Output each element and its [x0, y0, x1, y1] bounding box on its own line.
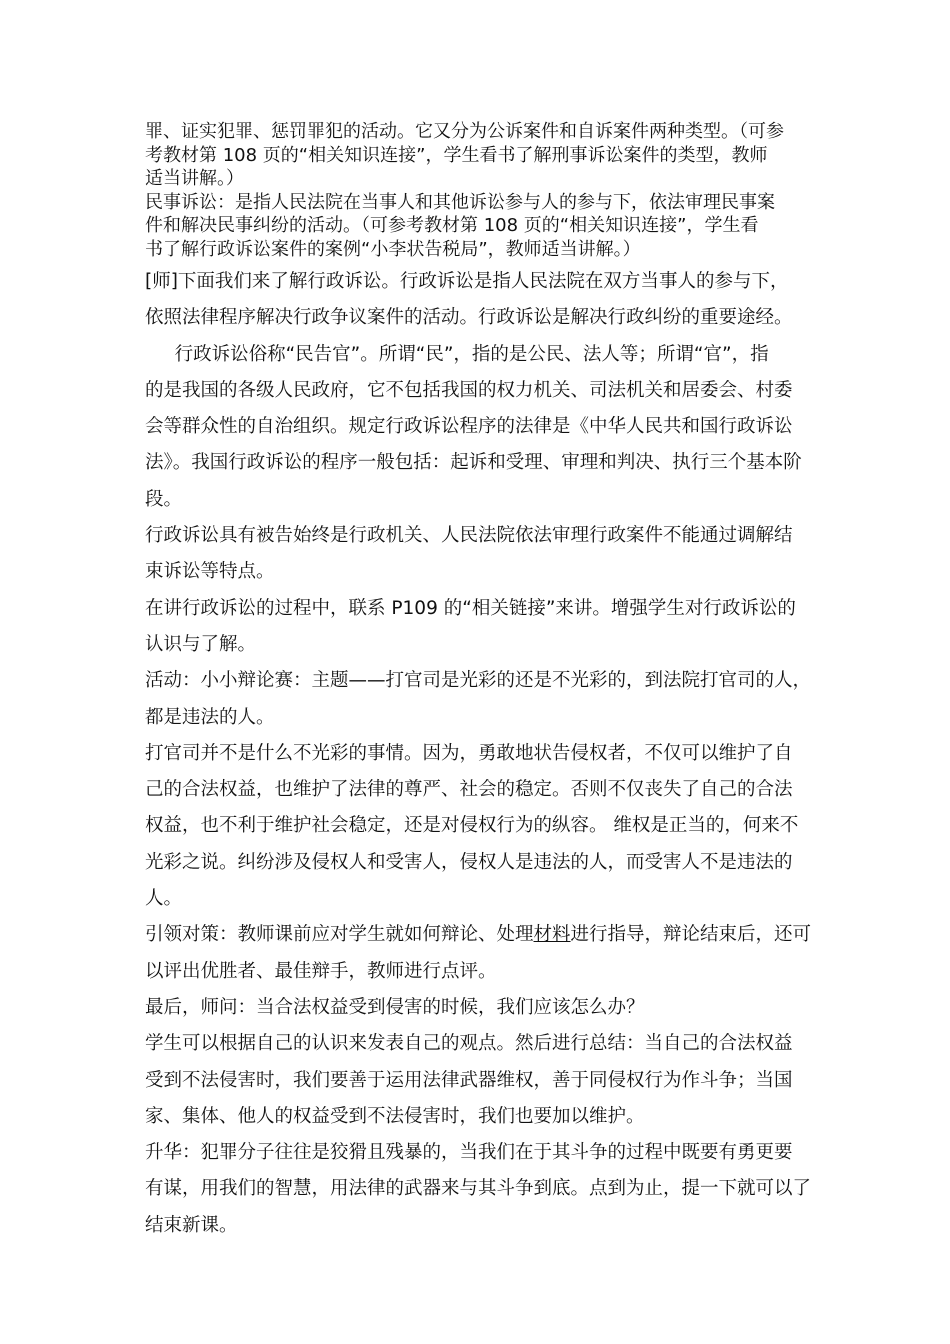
paragraph-civil-litigation: 民事诉讼：是指人民法院在当事人和其他诉讼参与人的参与下，依法审理民事案 件和解决民事纠纷的活动。（可参考教材第 108 页的“相关知识连接”，学生看 书了解行政诉讼案件的案例“小李状告税局”，教师适当讲解。）	[145, 191, 775, 260]
materials-link[interactable]: 材料	[533, 924, 571, 946]
guide-text-after: 进行指导，辩论结束后，还可 以评出优胜者、最佳辩手，教师进行点评。	[145, 924, 812, 982]
paragraph-summary: 学生可以根据自己的认识来发表自己的观点。然后进行总结：当自己的合法权益 受到不法侵害时，我们要善于运用法律武器维权，善于同侵权行为作斗争；当国 家、集体、他人的权益受到不法侵害时，我们也要加以维护。	[145, 1033, 793, 1127]
document-body	[145, 120, 817, 1244]
paragraph-administrative-litigation: [师]下面我们来了解行政诉讼。行政诉讼是指人民法院在双方当事人的参与下， 依照法律程序解决行政争议案件的活动。行政诉讼是解决行政纠纷的重要途经。	[145, 271, 793, 329]
paragraph-teacher-question: 最后，师问：当合法权益受到侵害的时候，我们应该怎么办？	[145, 996, 645, 1018]
paragraph-debate-activity: 活动：小小辩论赛：主题——打官司是光彩的还是不光彩的，到法院打官司的人， 都是违法的人。	[145, 670, 812, 728]
paragraph-criminal-litigation: 罪、证实犯罪、惩罚罪犯的活动。它又分为公诉案件和自诉案件两种类型。（可参 考教材第 108 页的“相关知识连接”，学生看书了解刑事诉讼案件的类型，教师 适当讲解。）	[145, 121, 784, 189]
paragraph-sublimation: 升华：犯罪分子往往是狡猾且残暴的，当我们在于其斗争的过程中既要有勇更要 有谋，用我们的智慧，用法律的武器来与其斗争到底。点到为止，提一下就可以了 结束新课。	[145, 1142, 812, 1236]
guide-text-before: 引领对策：教师课前应对学生就如何辩论、处理	[145, 924, 534, 946]
paragraph-min-gao-guan: 行政诉讼俗称“民告官”。所谓“民”，指的是公民、法人等；所谓“官”，指 的是我国的各级人民政府，它不包括我国的权力机关、司法机关和居委会、村委 会等群众性的自治组织。规定行政诉讼程序的法律是《中华人民共和国行政诉讼 法》。我国行政诉讼的程序一般包括：起诉和受理、审理和判决、执行三个基本阶段。 行政诉讼具有被告始终是行政机关、人民法院依法审理行政案件不能通过调解结 束诉讼等特点。	[145, 343, 802, 583]
dense-section	[145, 120, 817, 261]
paragraph-p109-link: 在讲行政诉讼的过程中，联系 P109 的“相关链接”来讲。增强学生对行政诉讼的 认识与了解。	[145, 597, 796, 655]
main-section	[145, 264, 817, 1244]
paragraph-guide-strategy	[145, 917, 817, 990]
paragraph-debate-answer: 打官司并不是什么不光彩的事情。因为，勇敢地状告侵权者，不仅可以维护了自 己的合法权益，也维护了法律的尊严、社会的稳定。否则不仅丧失了自己的合法 权益，也不利于维护社会稳定，还是对侵权行为的纵容。 维权是正当的，何来不 光彩之说。纠纷涉及侵权人和受害人，侵权人是违法的人，而受害人不是违法的 人。	[145, 742, 799, 910]
